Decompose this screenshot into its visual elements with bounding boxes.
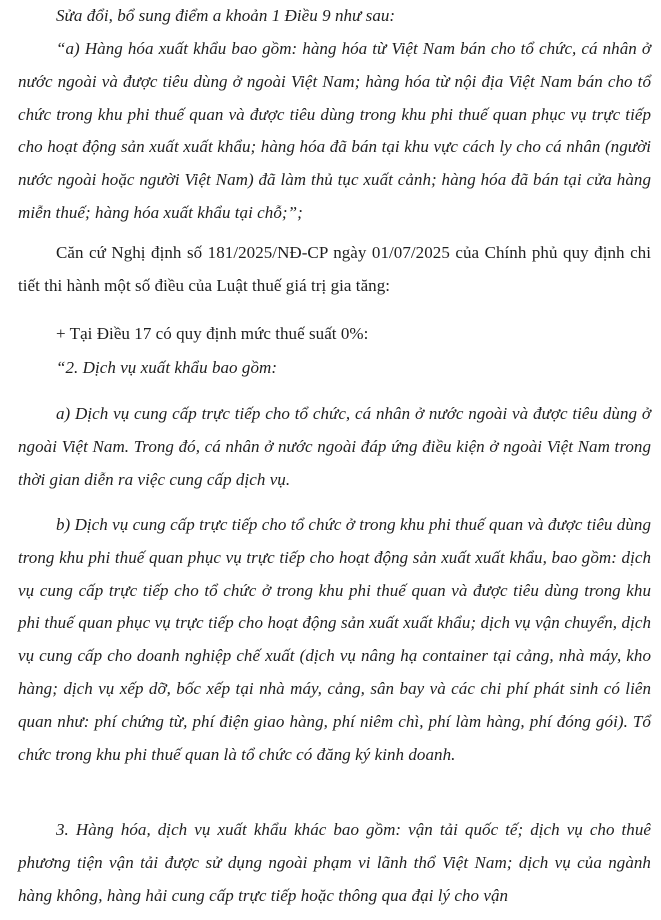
paragraph-clause-b: b) Dịch vụ cung cấp trực tiếp cho tổ chức ở trong khu phi thuế quan và được tiêu dùng trong khu phi thuế quan phục vụ trực tiếp cho hoạt động sản xuất xuất khẩu, bao gồm: dịch vụ cung cấp trực tiếp cho tổ chức ở trong khu phi thuế quan và được tiêu dùng trong khu phi thuế quan phục vụ trực tiếp cho hoạt động sản xuất xuất khẩu; dịch vụ vận chuyển, dịch vụ cung cấp cho doanh nghiệp chế xuất (dịch vụ nâng hạ container tại cảng, nhà máy, kho hàng; dịch vụ xếp dỡ, bốc xếp tại nhà máy, cảng, sân bay và các chi phí phát sinh có liên quan như: phí chứng từ, phí điện giao hàng, phí niêm chì, phí làm hàng, phí đóng gói). Tổ chức trong khu phi thuế quan là tổ chức có đăng ký kinh doanh. xyxy=(18,515,651,764)
paragraph-article-17-note: + Tại Điều 17 có quy định mức thuế suất 0%: xyxy=(56,324,369,343)
paragraph-exported-goods-definition: “a) Hàng hóa xuất khẩu bao gồm: hàng hóa từ Việt Nam bán cho tổ chức, cá nhân ở nước ngoài và được tiêu dùng ở ngoài Việt Nam; hàng hóa từ nội địa Việt Nam bán cho tổ chức trong khu phi thuế quan và được tiêu dùng trong khu phi thuế quan phục vụ trực tiếp cho hoạt động sản xuất xuất khẩu; hàng hóa đã bán tại khu vực cách ly cho cá nhân (người nước ngoài hoặc người Việt Nam) đã làm thủ tục xuất cảnh; hàng hóa đã bán tại cửa hàng miễn thuế; hàng hóa xuất khẩu tại chỗ;”; xyxy=(18,39,651,222)
paragraph-amendment-intro: Sửa đổi, bổ sung điểm a khoản 1 Điều 9 như sau: xyxy=(56,6,396,25)
paragraph-export-services-heading: “2. Dịch vụ xuất khẩu bao gồm: xyxy=(56,358,278,377)
paragraph-clause-3: 3. Hàng hóa, dịch vụ xuất khẩu khác bao gồm: vận tải quốc tế; dịch vụ cho thuê phương tiện vận tải được sử dụng ngoài phạm vi lãnh thổ Việt Nam; dịch vụ của ngành hàng không, hàng hải cung cấp trực tiếp hoặc thông qua đại lý cho vận xyxy=(18,820,651,905)
paragraph-decree-reference: Căn cứ Nghị định số 181/2025/NĐ-CP ngày 01/07/2025 của Chính phủ quy định chi tiết thi hành một số điều của Luật thuế giá trị gia tăng: xyxy=(18,243,651,295)
paragraph-clause-a: a) Dịch vụ cung cấp trực tiếp cho tổ chức, cá nhân ở nước ngoài và được tiêu dùng ở ngoài Việt Nam. Trong đó, cá nhân ở nước ngoài đáp ứng điều kiện ở ngoài Việt Nam trong thời gian diễn ra việc cung cấp dịch vụ. xyxy=(18,404,651,489)
